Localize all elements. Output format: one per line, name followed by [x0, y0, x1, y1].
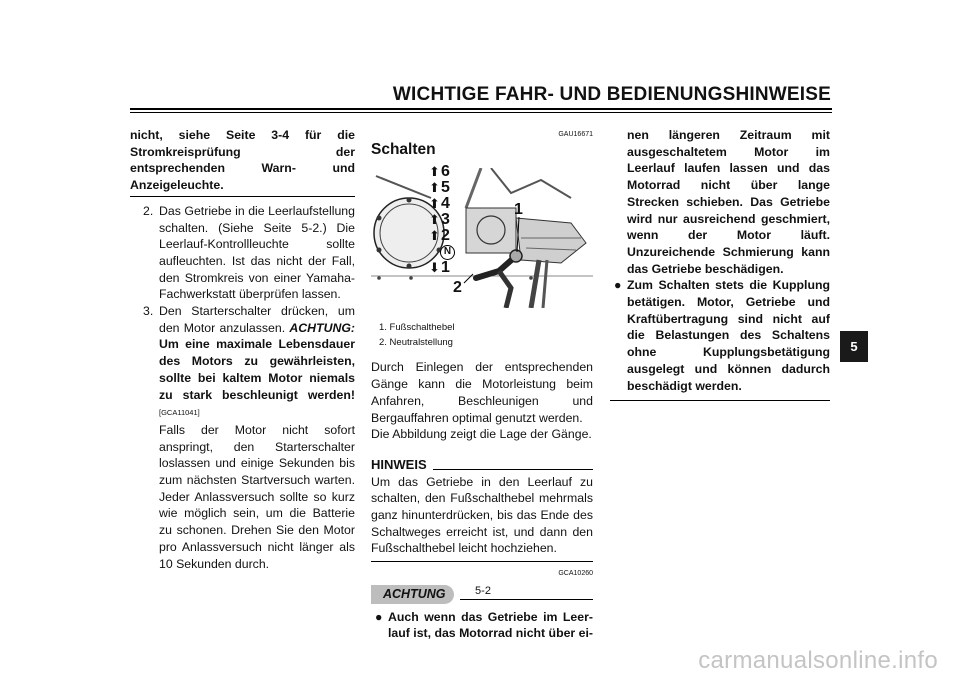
shifting-paragraph: Durch Einlegen der entsprechenden Gänge kann die Motorleistung beim Anfahren, Beschleunigen und Bergauffahren optimal genutzt werden. — [371, 360, 593, 425]
column-right — [610, 127, 830, 401]
step-3 — [130, 303, 355, 572]
gear-shift-illustration — [371, 168, 593, 308]
gear-row-1 — [429, 260, 459, 276]
hinweis-text: Um das Getriebe in den Leerlauf zu schalten, den Fußschalthebel mehrmals ganz hinunterdrücken, bis das Ende des Schaltweges erreicht ist, und dann den Fußschalthebel leicht hochziehen. — [371, 474, 593, 556]
gear-label: 2 — [441, 227, 450, 245]
caution-end-rule — [610, 400, 830, 401]
gear-row-6 — [429, 164, 459, 180]
bullet-icon: ● — [614, 278, 622, 293]
figure-note-paragraph: Die Abbildung zeigt die Lage der Gänge. — [371, 427, 592, 442]
hinweis-rule — [433, 469, 593, 470]
header-rule-thin — [130, 112, 832, 113]
neutral-label: N — [440, 245, 455, 260]
caption-2: 2. Neutralstellung — [379, 337, 453, 349]
gear-row-3 — [429, 212, 459, 228]
arrow-up-icon: ⬆ — [429, 196, 440, 212]
caution-bullet-1-continued — [610, 127, 830, 277]
caution-bullet-2 — [610, 277, 830, 394]
caution-bullet-1-text: Auch wenn das Getriebe im Leerlauf ist, das Motorrad nicht über ei- — [388, 609, 593, 641]
step-3-warning-label: ACHTUNG: — [289, 320, 355, 335]
step-3-code: [GCA11041] — [159, 408, 200, 418]
step-2-number: 2. — [143, 203, 154, 218]
warning-end-rule — [130, 196, 355, 197]
column-middle — [371, 127, 593, 642]
arrow-up-icon: ⬆ — [429, 228, 440, 244]
arrow-up-icon: ⬆ — [429, 212, 440, 228]
caution-code: GCA10260 — [558, 570, 593, 578]
section-heading: Schalten — [371, 140, 436, 158]
step-3-number: 3. — [143, 304, 154, 319]
caution-bullet-1 — [371, 609, 593, 642]
gear-label: 4 — [441, 195, 450, 213]
arrow-up-icon: ⬆ — [429, 180, 440, 196]
gear-label: 3 — [441, 211, 450, 229]
page-number: 5-2 — [475, 585, 491, 597]
intro-warning-text: nicht, siehe Seite 3-4 für die Stromkreisprüfung der entsprechenden Warn- und Anzeigeleuchte. — [130, 128, 355, 193]
section-code: GAU16671 — [558, 131, 593, 138]
step-2-text: Das Getriebe in die Leerlaufstellung schalten. (Siehe Seite 5-2.) Die Leerlauf-Kontrollleuchte sollte aufleuchten. Ist das nicht der Fall, den Stromkreis von einer Yamaha-Fachwerkstatt überprüfen lassen. — [159, 203, 355, 302]
gear-row-5 — [429, 180, 459, 196]
callout-2: 2 — [453, 279, 462, 297]
gear-row-4 — [429, 196, 459, 212]
bullet-icon: ● — [375, 609, 383, 624]
figure-captions — [371, 320, 593, 350]
gear-indicator-column — [429, 164, 459, 276]
caution-bullet-1-continued-text: nen längeren Zeitraum mit ausgeschaltetem Motor im Leerlauf laufen lassen und das Motorrad nicht über lange Strecken schieben. Das Getriebe wird nur ausreichend geschmiert, wenn der Motor läuft. Unzureichende Schmierung kann das Getriebe beschädigen. — [627, 128, 830, 276]
achtung-label: ACHTUNG — [371, 585, 454, 604]
gear-row-n — [429, 244, 459, 260]
step-2 — [130, 203, 355, 303]
arrow-up-icon: ⬆ — [429, 164, 440, 180]
hinweis-label: HINWEIS — [371, 456, 427, 472]
watermark: carmanualsonline.info — [698, 647, 938, 674]
caution-bullet-2-text: Zum Schalten stets die Kupplung betätigen. Motor, Getriebe und Kraftübertragung sind nicht auf die Belastungen des Schaltens ohne Kupplungsbetätigung ausgelegt und können dadurch beschädigt werden. — [627, 278, 830, 393]
column-left — [130, 127, 355, 572]
caption-1: 1. Fußschalthebel — [379, 322, 455, 334]
achtung-rule — [460, 599, 594, 600]
step-3-text: Den Starterschalter drücken, um den Motor anzulassen. — [159, 304, 355, 335]
page-header-title: WICHTIGE FAHR- UND BEDIENUNGSHINWEISE — [392, 84, 831, 105]
header-rule-thick — [130, 108, 832, 110]
gear-label: 6 — [441, 163, 450, 181]
gear-row-2 — [429, 228, 459, 244]
chapter-tab[interactable]: 5 — [840, 331, 868, 362]
gear-label: 5 — [441, 179, 450, 197]
step-3-warning-text: Um eine maximale Lebensdauer des Motors zu gewährleisten, sollte bei kaltem Motor niemals zu stark beschleunigt werden! — [159, 337, 355, 402]
gear-shift-figure — [371, 163, 593, 308]
arrow-down-icon: ⬇ — [429, 260, 440, 276]
gear-label: 1 — [441, 259, 450, 277]
step-3-after-text: Falls der Motor nicht sofort anspringt, den Starterschalter loslassen und einige Sekunden bis zum nächsten Startversuch warten. Jeder Anlassversuch sollte so kurz wie möglich sein, um die Batterie zu schonen. Drehen Sie den Motor pro Anlassversuch nicht länger als 10 Sekunden durch. — [159, 422, 355, 571]
hinweis-end-rule — [371, 561, 593, 562]
hinweis-header — [371, 457, 593, 474]
callout-1: 1 — [514, 201, 523, 219]
